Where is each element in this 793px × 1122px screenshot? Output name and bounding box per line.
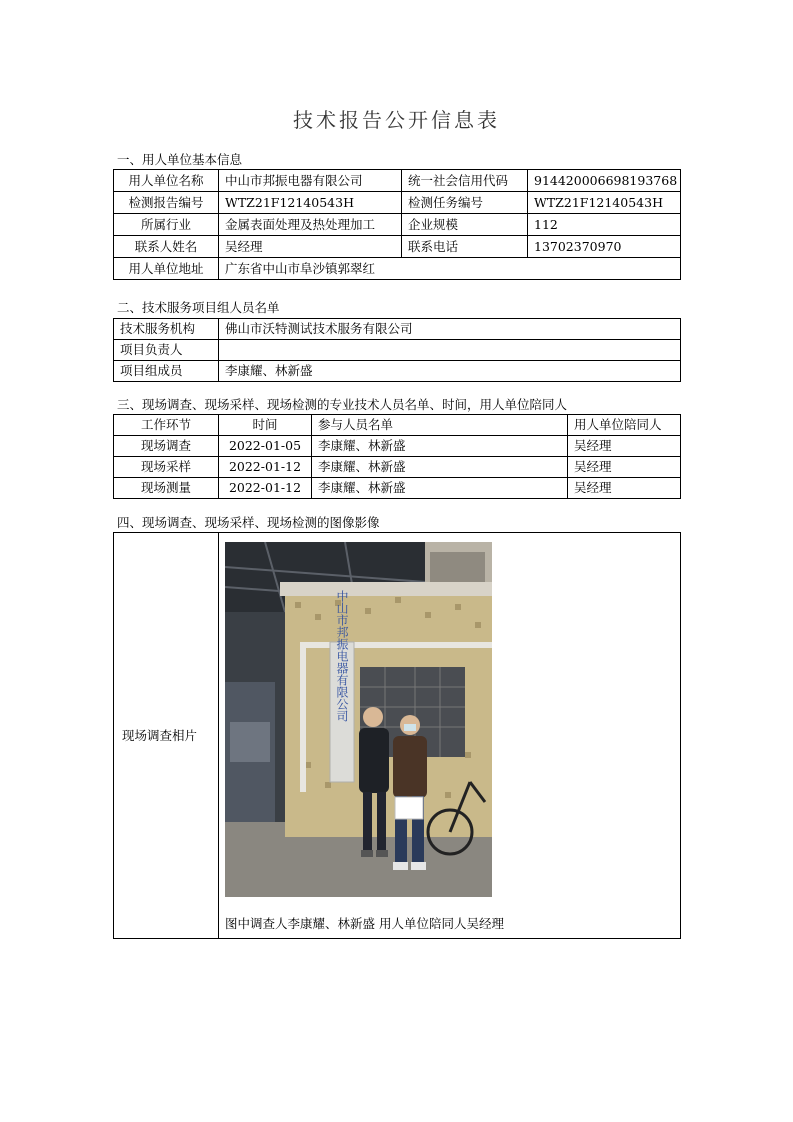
section4-heading: 四、现场调查、现场采样、现场检测的图像影像	[117, 515, 380, 530]
cell-label: 项目组成员	[114, 361, 219, 382]
cell-value: 914420006698193768	[528, 170, 681, 192]
table-row	[114, 214, 681, 236]
cell: 吴经理	[568, 478, 681, 499]
company-sign-text: 中山市邦振电器有限公司	[335, 590, 349, 722]
cell: 李康耀、林新盛	[312, 457, 568, 478]
table-row	[114, 361, 681, 382]
site-photo	[225, 542, 492, 897]
cell-value: 金属表面处理及热处理加工	[219, 214, 402, 236]
table-row	[114, 170, 681, 192]
cell: 吴经理	[568, 436, 681, 457]
header-cell: 用人单位陪同人	[568, 415, 681, 436]
cell-value: 吴经理	[219, 236, 402, 258]
header-cell: 参与人员名单	[312, 415, 568, 436]
cell-label: 项目负责人	[114, 340, 219, 361]
cell: 2022-01-12	[219, 457, 312, 478]
cell-label: 统一社会信用代码	[402, 170, 528, 192]
cell: 李康耀、林新盛	[312, 478, 568, 499]
table-row	[114, 319, 681, 340]
cell-value: WTZ21F12140543H	[528, 192, 681, 214]
cell-label: 企业规模	[402, 214, 528, 236]
cell-value: 112	[528, 214, 681, 236]
section1-heading: 一、用人单位基本信息	[117, 152, 243, 167]
table-row	[114, 533, 681, 939]
cell: 2022-01-12	[219, 478, 312, 499]
table-row	[114, 192, 681, 214]
address-value: 广东省中山市阜沙镇郭翠红	[219, 258, 681, 280]
cell-label: 联系人姓名	[114, 236, 219, 258]
header-cell: 工作环节	[114, 415, 219, 436]
cell: 现场采样	[114, 457, 219, 478]
table-header-row	[114, 415, 681, 436]
photo-label: 现场调查相片	[114, 533, 219, 939]
table-row	[114, 258, 681, 280]
image-table	[113, 532, 681, 939]
cell-value: 13702370970	[528, 236, 681, 258]
photo-cell	[219, 533, 681, 939]
section2-heading: 二、技术服务项目组人员名单	[117, 300, 280, 315]
table-row	[114, 340, 681, 361]
cell-value: 中山市邦振电器有限公司	[219, 170, 402, 192]
cell: 现场调查	[114, 436, 219, 457]
address-label: 用人单位地址	[114, 258, 219, 280]
table-row	[114, 236, 681, 258]
page-title: 技术报告公开信息表	[293, 108, 500, 132]
cell-label: 所属行业	[114, 214, 219, 236]
cell-value	[219, 340, 681, 361]
cell-value: WTZ21F12140543H	[219, 192, 402, 214]
cell-label: 技术服务机构	[114, 319, 219, 340]
team-table	[113, 318, 681, 382]
cell-label: 联系电话	[402, 236, 528, 258]
cell-label: 用人单位名称	[114, 170, 219, 192]
basic-info-table	[113, 169, 681, 280]
cell: 2022-01-05	[219, 436, 312, 457]
cell-value: 佛山市沃特测试技术服务有限公司	[219, 319, 681, 340]
cell-label: 检测报告编号	[114, 192, 219, 214]
table-row	[114, 457, 681, 478]
photo-caption: 图中调查人李康耀、林新盛 用人单位陪同人吴经理	[225, 916, 504, 931]
cell: 吴经理	[568, 457, 681, 478]
section3-heading: 三、现场调查、现场采样、现场检测的专业技术人员名单、时间，用人单位陪同人	[117, 397, 568, 412]
header-cell: 时间	[219, 415, 312, 436]
cell-label: 检测任务编号	[402, 192, 528, 214]
table-row	[114, 478, 681, 499]
cell: 现场测量	[114, 478, 219, 499]
cell: 李康耀、林新盛	[312, 436, 568, 457]
personnel-table	[113, 414, 681, 499]
table-row	[114, 436, 681, 457]
cell-value: 李康耀、林新盛	[219, 361, 681, 382]
